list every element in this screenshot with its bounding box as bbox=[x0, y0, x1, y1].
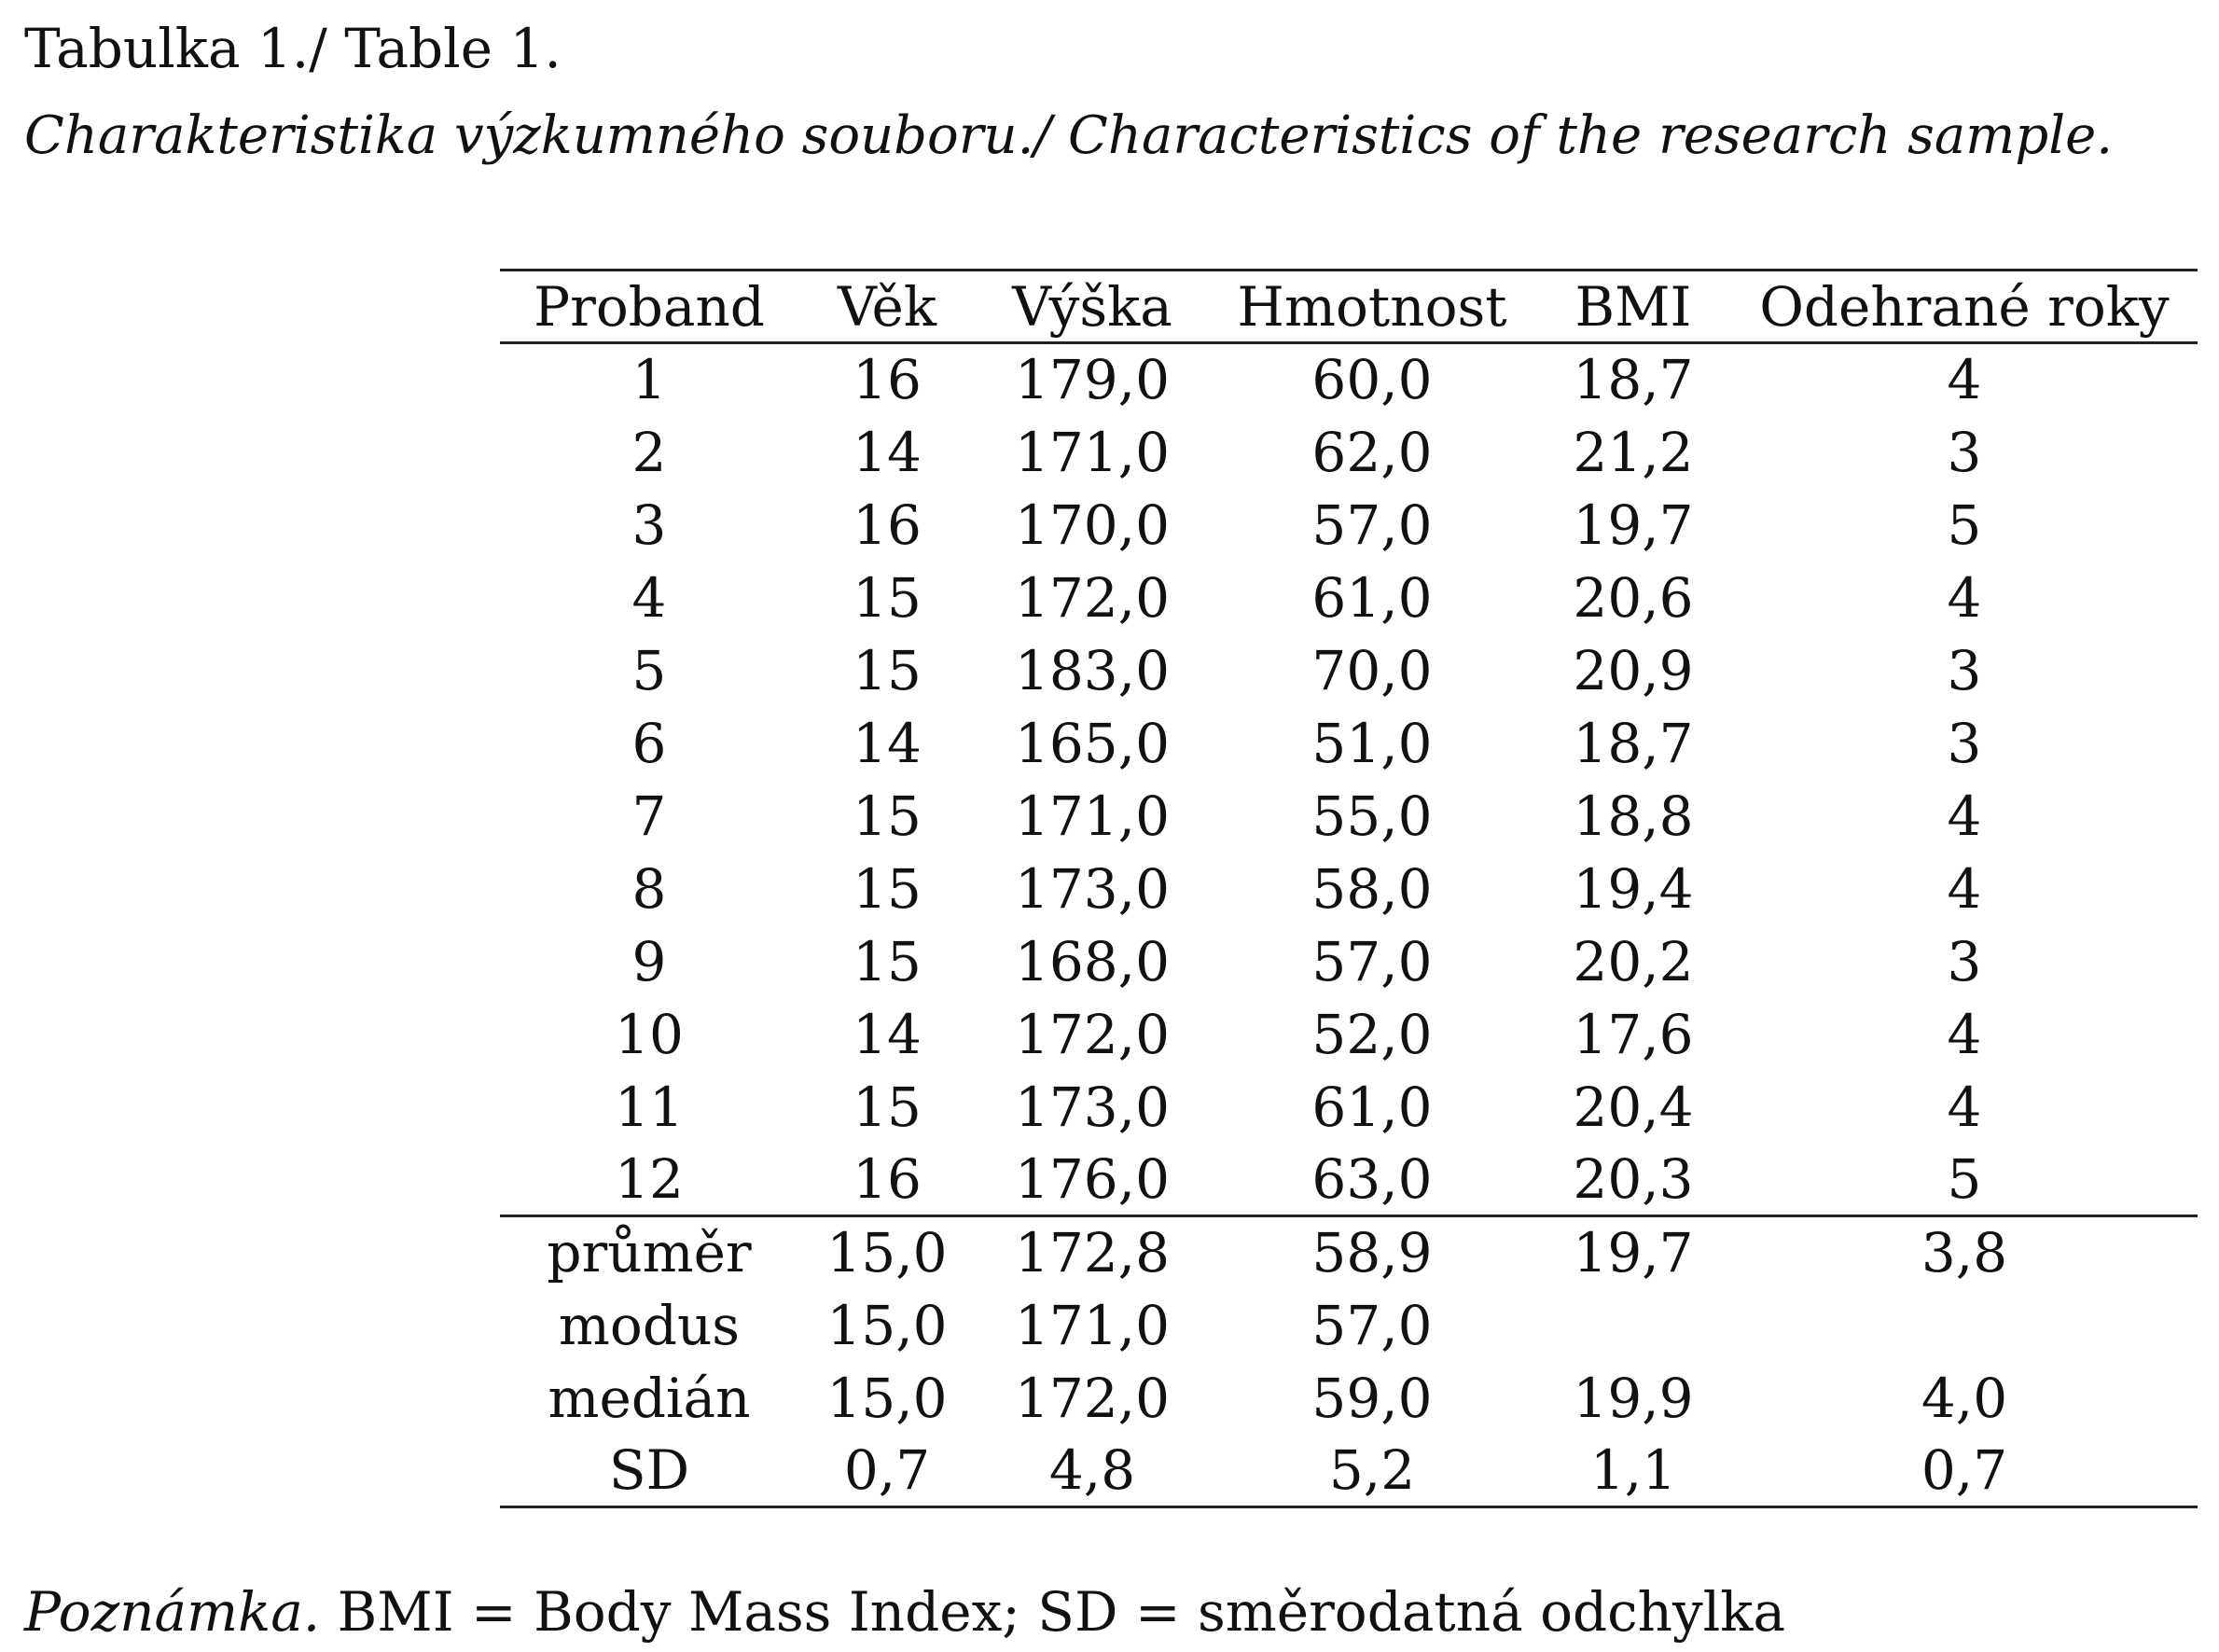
table-cell: 18,7 bbox=[1573, 348, 1694, 412]
table-cell: 8 bbox=[631, 856, 667, 921]
characteristics-table-container bbox=[500, 269, 2198, 1508]
table-cell: 14 bbox=[853, 1002, 922, 1066]
table-cell: 15,0 bbox=[826, 1221, 948, 1285]
table-cell: 173,0 bbox=[1014, 856, 1171, 921]
table-cell: 57,0 bbox=[1311, 1293, 1433, 1357]
table-stats-body bbox=[500, 1216, 2198, 1507]
table-cell: 4 bbox=[631, 565, 667, 630]
table-cell: 15 bbox=[853, 784, 922, 848]
table-row bbox=[500, 925, 2198, 998]
table-row bbox=[500, 416, 2198, 489]
table-cell: 7 bbox=[631, 784, 667, 848]
table-cell: 172,0 bbox=[1014, 565, 1171, 630]
table-cell: 172,0 bbox=[1014, 1366, 1171, 1430]
table-header bbox=[500, 271, 2198, 343]
table-cell: 19,7 bbox=[1573, 493, 1694, 557]
stats-row bbox=[500, 1216, 2198, 1289]
table-row bbox=[500, 780, 2198, 853]
table-cell: 21,2 bbox=[1573, 420, 1694, 484]
table-cell: 57,0 bbox=[1311, 929, 1433, 993]
table-cell: 5 bbox=[1947, 1146, 1982, 1211]
table-cell: 63,0 bbox=[1311, 1146, 1433, 1211]
table-cell: 18,7 bbox=[1573, 711, 1694, 775]
header-row bbox=[500, 271, 2198, 343]
table-cell: 16 bbox=[853, 493, 922, 557]
stats-row bbox=[500, 1289, 2198, 1362]
table-cell: 14 bbox=[853, 420, 922, 484]
table-cell: 58,0 bbox=[1311, 856, 1433, 921]
table-row bbox=[500, 707, 2198, 780]
table-cell: 172,8 bbox=[1014, 1221, 1171, 1285]
table-cell: 18,8 bbox=[1573, 784, 1694, 848]
table-cell: 58,9 bbox=[1311, 1221, 1433, 1285]
table-cell: 16 bbox=[853, 348, 922, 412]
table-row bbox=[500, 1071, 2198, 1144]
header-vyska: Výška bbox=[1012, 274, 1172, 339]
table-row bbox=[500, 853, 2198, 925]
table-row bbox=[500, 998, 2198, 1071]
table-cell: 17,6 bbox=[1573, 1002, 1694, 1066]
table-cell: 176,0 bbox=[1014, 1146, 1171, 1211]
table-cell: 15 bbox=[853, 638, 922, 702]
table-cell: 4 bbox=[1947, 1002, 1982, 1066]
table-cell: 15,0 bbox=[826, 1293, 948, 1357]
table-cell: 183,0 bbox=[1014, 638, 1171, 702]
table-cell: 20,3 bbox=[1573, 1146, 1694, 1211]
table-cell: 10 bbox=[615, 1002, 684, 1066]
table-cell: 171,0 bbox=[1014, 1293, 1171, 1357]
table-row bbox=[500, 489, 2198, 562]
table-cell: 0,7 bbox=[1921, 1437, 2008, 1502]
table-row bbox=[500, 634, 2198, 707]
table-caption-label: Tabulka 1./ Table 1. bbox=[24, 17, 562, 80]
header-odehrane-roky: Odehrané roky bbox=[1759, 274, 2170, 339]
table-cell: 3 bbox=[1947, 711, 1982, 775]
table-cell bbox=[1731, 1289, 2198, 1362]
table-cell: 61,0 bbox=[1311, 1075, 1433, 1139]
table-cell: 15,0 bbox=[826, 1366, 948, 1430]
table-cell: 3 bbox=[1947, 638, 1982, 702]
table-cell: 3 bbox=[1947, 929, 1982, 993]
table-cell: 4 bbox=[1947, 1075, 1982, 1139]
table-row bbox=[500, 343, 2198, 416]
table-cell: 171,0 bbox=[1014, 420, 1171, 484]
table-cell: 6 bbox=[631, 711, 667, 775]
table-cell: 70,0 bbox=[1311, 638, 1433, 702]
characteristics-table bbox=[500, 269, 2198, 1508]
table-cell: 60,0 bbox=[1311, 348, 1433, 412]
header-hmotnost: Hmotnost bbox=[1237, 274, 1507, 339]
table-cell: medián bbox=[548, 1366, 751, 1430]
stats-row bbox=[500, 1435, 2198, 1507]
table-cell: 15 bbox=[853, 929, 922, 993]
table-cell: 5,2 bbox=[1328, 1437, 1416, 1502]
table-cell: 19,7 bbox=[1573, 1221, 1694, 1285]
table-cell: 62,0 bbox=[1311, 420, 1433, 484]
header-proband: Proband bbox=[534, 274, 765, 339]
table-cell: 1,1 bbox=[1589, 1437, 1677, 1502]
table-cell: 16 bbox=[853, 1146, 922, 1211]
table-cell: průměr bbox=[547, 1221, 752, 1285]
table-cell: 4 bbox=[1947, 565, 1982, 630]
table-cell: 179,0 bbox=[1014, 348, 1171, 412]
table-cell: 57,0 bbox=[1311, 493, 1433, 557]
table-cell: 15 bbox=[853, 856, 922, 921]
table-cell: SD bbox=[608, 1437, 690, 1502]
table-cell: 172,0 bbox=[1014, 1002, 1171, 1066]
note-label: Poznámka. bbox=[24, 1580, 321, 1644]
table-cell: 12 bbox=[615, 1146, 684, 1211]
header-bmi: BMI bbox=[1574, 274, 1692, 339]
table-cell: 5 bbox=[631, 638, 667, 702]
table-cell: 14 bbox=[853, 711, 922, 775]
table-cell: 15 bbox=[853, 565, 922, 630]
table-cell: 3 bbox=[1947, 420, 1982, 484]
table-cell: 19,4 bbox=[1573, 856, 1694, 921]
table-cell: 20,4 bbox=[1573, 1075, 1694, 1139]
table-row bbox=[500, 562, 2198, 634]
table-row bbox=[500, 1144, 2198, 1216]
table-cell: 3 bbox=[631, 493, 667, 557]
table-cell: 170,0 bbox=[1014, 493, 1171, 557]
note-text: BMI = Body Mass Index; SD = směrodatná odchylka bbox=[320, 1580, 1786, 1644]
table-cell: 4,8 bbox=[1048, 1437, 1136, 1502]
table-note bbox=[24, 1576, 1785, 1647]
table-cell: 20,2 bbox=[1573, 929, 1694, 993]
table-cell: 15 bbox=[853, 1075, 922, 1139]
table-cell: 165,0 bbox=[1014, 711, 1171, 775]
table-cell: 59,0 bbox=[1311, 1366, 1433, 1430]
table-cell: 2 bbox=[631, 420, 667, 484]
table-cell: 171,0 bbox=[1014, 784, 1171, 848]
table-cell: 3,8 bbox=[1921, 1221, 2008, 1285]
header-vek: Věk bbox=[837, 274, 937, 339]
table-cell: 4 bbox=[1947, 856, 1982, 921]
table-cell: 11 bbox=[615, 1075, 684, 1139]
stats-row bbox=[500, 1362, 2198, 1435]
table-data-body bbox=[500, 343, 2198, 1216]
table-cell: 173,0 bbox=[1014, 1075, 1171, 1139]
table-cell: 4 bbox=[1947, 348, 1982, 412]
table-caption-title: Charakteristika výzkumného souboru./ Characteristics of the research sample. bbox=[24, 105, 2114, 166]
table-cell: 9 bbox=[631, 929, 667, 993]
table-cell bbox=[1535, 1289, 1731, 1362]
table-cell: 61,0 bbox=[1311, 565, 1433, 630]
table-cell: 20,9 bbox=[1573, 638, 1694, 702]
table-cell: 0,7 bbox=[843, 1437, 931, 1502]
table-cell: 55,0 bbox=[1311, 784, 1433, 848]
table-cell: 51,0 bbox=[1311, 711, 1433, 775]
table-cell: 19,9 bbox=[1573, 1366, 1694, 1430]
table-cell: 20,6 bbox=[1573, 565, 1694, 630]
table-cell: 168,0 bbox=[1014, 929, 1171, 993]
table-cell: 4,0 bbox=[1921, 1366, 2008, 1430]
table-cell: 5 bbox=[1947, 493, 1982, 557]
table-cell: 52,0 bbox=[1311, 1002, 1433, 1066]
table-cell: modus bbox=[558, 1293, 741, 1357]
table-cell: 4 bbox=[1947, 784, 1982, 848]
table-cell: 1 bbox=[631, 348, 667, 412]
